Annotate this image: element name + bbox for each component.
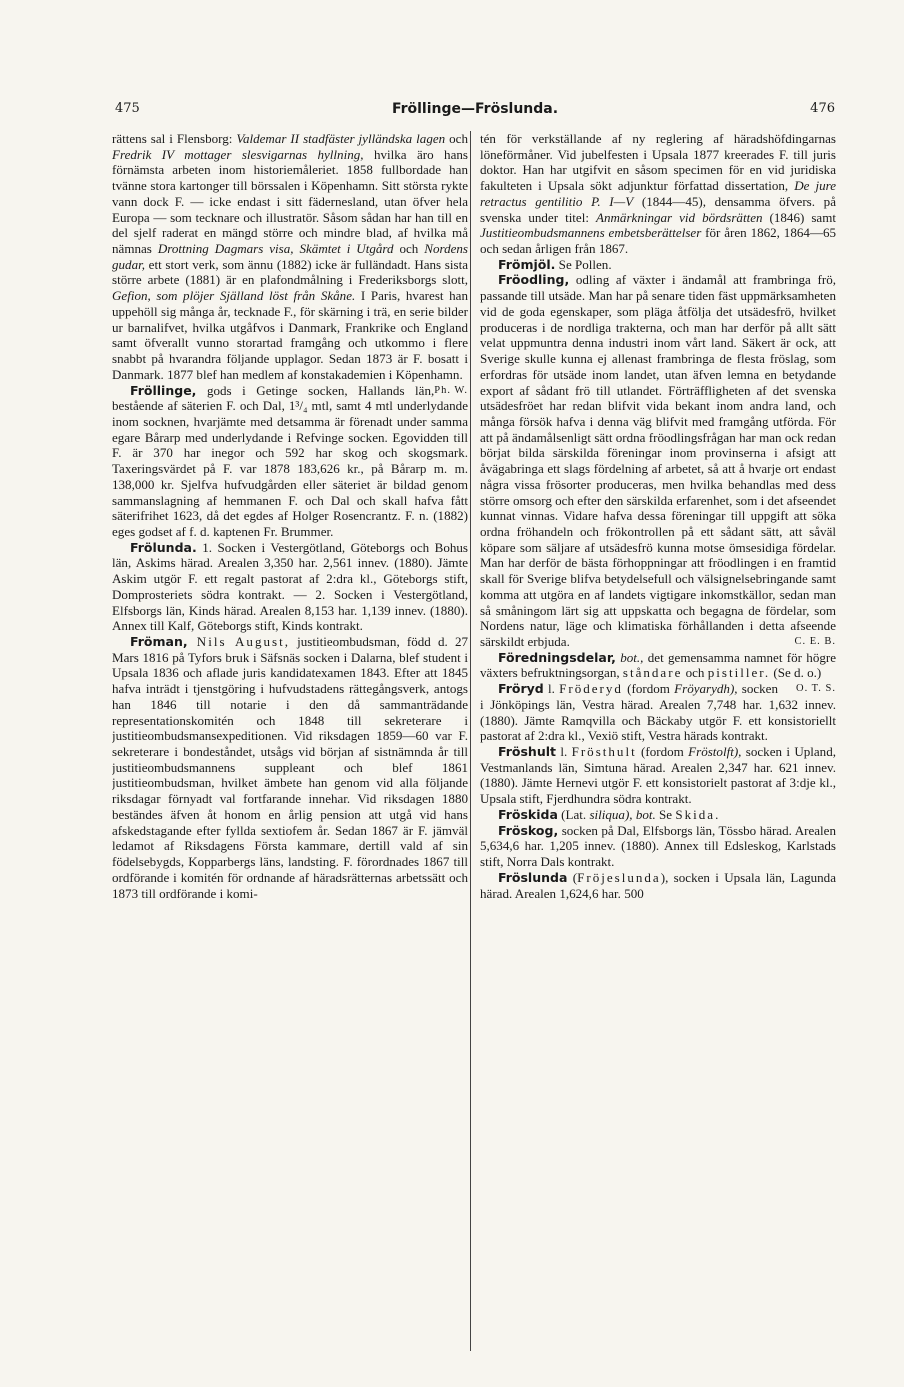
headword: Fröshult [498, 744, 556, 760]
headword: Fröllinge, [130, 382, 197, 398]
column-divider [470, 131, 471, 1351]
entry-froryd: Fröryd l. Fröderyd (fordom Fröyarydh), socken i Jönköpings län, Vestra härad. Arealen 7,748 har. 1,632 innev. (1880). Jämte Ramqvilla och Bäckaby utgör F. ett konsistoriellt pastorat af 2:dra kl., Vexiö stift, Vestra härads kontrakt. [480, 681, 836, 744]
headword: Frömjöl. [498, 256, 556, 272]
headword: Fröskog, [498, 822, 559, 838]
headword: Frölunda. [130, 539, 197, 555]
headword: Fröskida [498, 806, 558, 822]
right-page-number: 476 [810, 101, 835, 116]
entry-froskog: Fröskog, socken på Dal, Elfsborgs län, Tössbo härad. Arealen 5,634,6 har. 1,205 innev. (1880). Annex till Edsleskog, Karlstads stift, Norra Dals kontrakt. [480, 822, 836, 870]
entry-frollinge: Fröllinge, gods i Getinge socken, Hallands län, bestående af säterien F. och Dal, 1³/₄ mtl, samt 4 mtl underlydande inom socknen, hvarjämte med detsamma är förenadt under samma egare Bårarp med underlydande i Refvinge socken. Egovidden till F. är 370 har inegor och 592 har skog och skogsmark. Taxeringsvärdet på F. var 1878 183,626 kr., på Bårarp m. m. 138,000 kr. Sjelfva hufvudgården eller säteriet är bildad genom sammanslagning af hemmanen F. och Dal och skall hafva fått säterifrihet 1623, då det egdes af Holger Rosencrantz. F. n. (1882) eges godset af f. d. kaptenen Fr. Brummer. [112, 382, 468, 539]
headword: Fröodling, [498, 272, 570, 288]
entry-froskida: Fröskida (Lat. siliqua), bot. Se Skida. [498, 806, 721, 822]
headword: Fröslunda [498, 869, 568, 885]
entry-continuation: tén för verkställande af ny reglering af häradshöfdingarnas löneförmåner. Vid jubelfesten i Upsala 1877 kreerades F. till juris doktor. Han har utgifvit en såsom specimen för en vid juridiska fakulteten i Upsala sökt adjunktur författad dissertation, De jure retractus gentilitio P. I—V (1844—45), densamma öfvers. på svenska under titel: Anmärkningar vid bördsrätten (1846) samt Justitieombudsmannens embetsberättelser för åren 1862, 1864—65 och sedan årligen från 1867. [480, 131, 836, 257]
author-signature: Ph. W. [434, 384, 468, 396]
entry-fromjol: Frömjöl. Se Pollen. [498, 256, 612, 272]
entry-froman: Fröman, Nils August, justitieombudsman, född d. 27 Mars 1816 på Tyfors bruk i Säfsnäs socken i Dalarna, blef student i Upsala 1836 och aflade juris kandidatexamen 1843. Efter att 1845 hafva inträdt i tjenstgöring i hufvudstadens rättegångsverk, antogs han 1846 till notarie i den då sammanträdande representationskomitén och 1848 till sekreterare i justitieombudsmansexpeditionen. Vid riksdagen 1859—60 var F. sekreterare i bondeståndet, utsågs vid början af sistnämnda år till justitieombudsmannens suppleant och blef 1861 justitieombudsman, hvilket ämbete han genom vid alla följande riksdagar förnyadt val fortfarande innehar. Vid riksdagen 1880 beständes äfven åt honom en årlig pension att utgå vid hans afskedstagande efter fyllda sextiofem år. Sedan 1867 är F. jämväl ledamot af Riksdagens Första kammare, dertill vald af sin födelsebygds, Kopparbergs läns, landsting. F. förordnades 1867 till ordförande i komitén för ordnande af häradsrätternas arbetssätt och 1873 till ordförande i komi- [112, 634, 468, 901]
left-page-number: 475 [115, 101, 140, 116]
right-column [480, 131, 836, 1351]
running-header [115, 101, 835, 119]
headword: Föredningsdelar, [498, 649, 616, 665]
headword: Fröman, [130, 634, 188, 649]
author-signature: C. E. B. [794, 636, 836, 647]
page-title: Fröllinge—Fröslunda. [391, 101, 559, 117]
entry-froshult: Fröshult l. Frösthult (fordom Fröstolft), socken i Upland, Vestmanlands län, Simtuna härad. Arealen 2,347 har. 621 innev. (1880). Jämte Hernevi utgör F. ett konsistorielt pastorat af 3:dje kl., Upsala stift, Fjerdhundra södra kontrakt. [480, 744, 836, 807]
entry-continuation: rättens sal i Flensborg: Valdemar II stadfäster jylländska lagen och Fredrik IV mottager slesvigarnas hyllning, hvilka äro hans förnämsta arbeten inom historiemåleriet. 1858 fullbordade han tvänne stora kartonger till börssalen i Köpenhamn. Sitt största rykte vann dock F. — icke endast i sitt fädernesland, utan öfver hela Europa — som tecknare och illustratör. Såsom sådan har han till en del sjelf raderat en mängd större och mindre blad, af hvilka må nämnas Drottning Dagmars visa, Skämtet i Utgård och Nordens gudar, ett stort verk, som ännu (1882) icke är fulländadt. Hans sista större arbete (1881) är en plafondmålning i Frederiksborgs slott, Gefion, som plöjer Själland löst från Skåne. I Paris, hvarest han uppehöll sig många år, tecknade F., för skärning i trä, en serie bilder ur barnalifvet, hvilka utgåfvos i Danmark, Frankrike och England samt öfverallt vunno storartad framgång och utkommo i flere snabbt på hvarandra följande upplagor. Sedan 1873 är F. bosatt i Danmark. 1877 blef han medlem af konstakademien i Köpenhamn. Ph. W. [112, 131, 468, 383]
author-signature: O. T. S. [796, 683, 836, 695]
headword: Fröryd [498, 681, 544, 697]
left-column [112, 131, 468, 1351]
entry-froodling: Fröodling, odling af växter i ändamål att frambringa frö, passande till utsäde. Man har på senare tiden fäst uppmärksamheten vid de goda egenskaper, som pläga åtfölja det utsädesfrö, hvilket produceras i de nordliga trakterna, och man har derför på allt sätt velat uppmuntra denna industri inom vårt land. Säkert är ock, att Sverige skulle kunna ej allenast frambringa de flesta fröslag, som erfordras för utsäde inom landet, utan äfven lemna en betydande export af sådant frö till utlandet. Förträffligheten af det svenska utsädesfröet har redan blifvit vida bekant inom andra land, och många försök hafva i denna väg blifvit med framgång utförda. För att på ändamålsenligt sätt ordna fröodlingsfrågan har man ock redan börjat bilda särskilda föreningar inom provinserna i afsigt att åvägabringa ett slags fördelning af arbetet, så att å hvarje ort endast några vissa frösorter produceras, men hvilka behandlas med dess större omsorg och efter den särskilda erfarenhet, som i det afseendet kunnat vinnas. Vidare hafva dessa föreningar till uppgift att söka ordna fröhandeln och frökontrollen på ett sådant sätt, att såväl köpare som säljare af utsädesfrö kunna motse ömsesidiga fördelar. Man har derför de bästa förhoppningar att fröodlingen i en framtid skall för Sverige blifva betydelsefull och välsignelsebringande samt komma att utgöra en af landets vigtigare inkomstkällor, sedan man så småningom lärt sig att uppskatta och begagna de fördelar, som Nordens natur, läge och klimatiska förhållanden i detta afseende särskildt erbjuda. C. E. B. [480, 272, 836, 649]
entry-froslunda: Fröslunda (Fröjeslunda), socken i Upsala län, Lagunda härad. Arealen 1,624,6 har. 500 [480, 869, 836, 901]
entry-foredningsdelar: Föredningsdelar, bot., det gemensamma namnet för högre växters befruktningsorgan, ståndare och pistiller. (Se d. o.) O. T. S. [480, 650, 836, 681]
entry-frolunda: Frölunda. 1. Socken i Vestergötland, Göteborgs och Bohus län, Askims härad. Arealen 3,350 har. 2,561 innev. (1880). Jämte Askim utgör F. ett regalt pastorat af 2:dra kl., Göteborgs stift, Domprosteriets södra kontrakt. — 2. Socken i Vestergötland, Elfsborgs län, Kinds härad. Arealen 8,153 har. 1,139 innev. (1880). Annex till Kalf, Göteborgs stift, Kinds kontrakt. [112, 539, 468, 634]
